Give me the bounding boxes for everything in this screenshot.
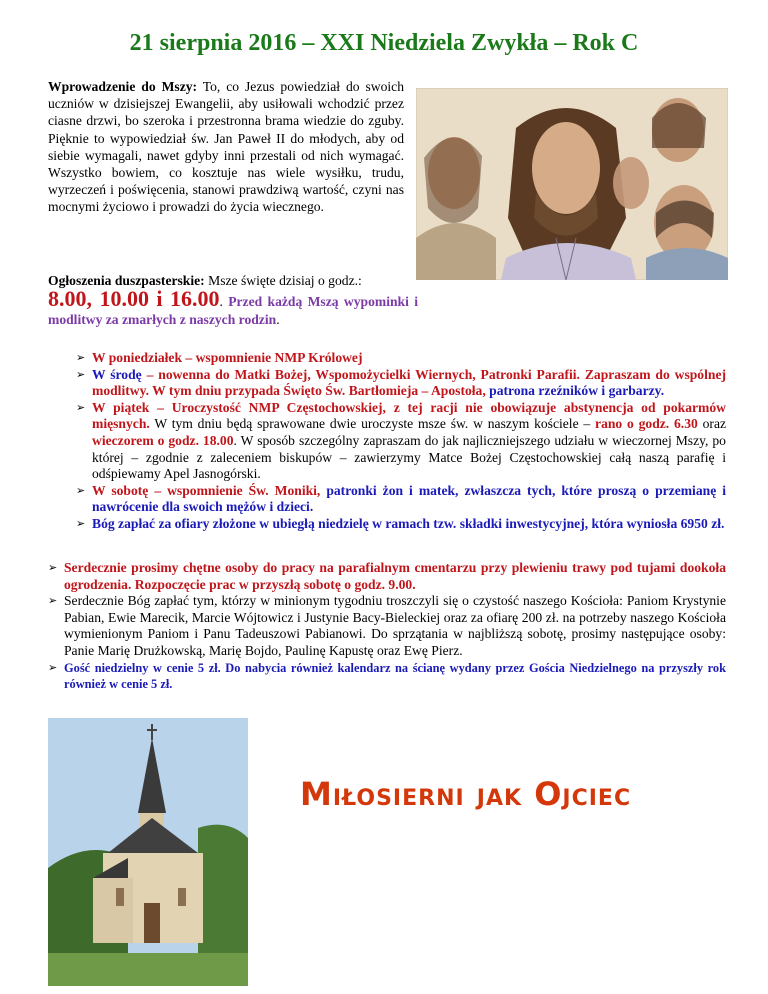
announcement-text: Bóg zapłać za ofiary złożone w ubiegłą niedzielę w ramach tzw. składki inwestycyjnej, która wyniosła 6950 zł. bbox=[92, 515, 725, 531]
announcement-item bbox=[48, 660, 726, 693]
arrow-bullet-icon: ➢ bbox=[76, 516, 86, 530]
announcement-text: Zapraszam do wspólnej modlitwy. W tym dniu przypada Święto Św. Bartłomieja – Apostoła, bbox=[92, 366, 726, 399]
announcements-label: Ogłoszenia duszpasterskie: bbox=[48, 273, 205, 288]
announcement-item bbox=[76, 483, 726, 516]
announcement-text: Serdecznie Bóg zapłać tym, którzy w minionym tygodniu troszczyli się o czystość naszego Kościoła: Paniom Krystynie Pabian, Ewie Marecik, Marcie Wójtowicz i Justynie Bacy-Bieleckiej oraz za ofiarę 200 zł. na potrzeby naszego Kościoła wymienionym Paniom i Panu Tadeuszowi Pabianowi. Do sprzątania w najbliższą sobotę, prosimy następujące osoby: Panie Marię Drużkowską, Marię Bojdo, Paulinę Kapustę oraz Ewę Pierz. bbox=[64, 593, 726, 658]
intro-section bbox=[48, 78, 728, 284]
announcement-item bbox=[48, 593, 726, 659]
announcements-lead: Msze święte dzisiaj o godz.: bbox=[208, 273, 362, 288]
announcement-text: . W sposób szczególny zapraszam do jak najliczniejszego udziału w wieczornej Mszy, po której – zgodnie z zaleceniem biskupów – zawierzymy Matce Bożej Częstochowskiej całą naszą parafię i odśpiewamy Apel Jasnogórski. bbox=[92, 432, 726, 482]
mass-note: Przed każdą Mszą wypominki i modlitwy za zmarłych z naszych rodzin bbox=[48, 294, 418, 327]
announcement-text: patrona rzeźników i garbarzy. bbox=[489, 383, 665, 399]
church-photo bbox=[48, 718, 248, 986]
intro-label: Wprowadzenie do Mszy: bbox=[48, 79, 198, 94]
announcement-text: wieczorem o godz. 18.00 bbox=[92, 432, 234, 448]
announcement-item bbox=[76, 350, 726, 367]
announcement-text: W środę bbox=[92, 366, 142, 382]
intro-text: To, co Jezus powiedział do swoich uczniów w dzisiejszej Ewangelii, aby usiłowali wchodzić przez ciasne drzwi, bo szeroka i przestronna brama wiedzie do zguby. Pięknie to wypowiedział św. Jan Paweł II do młodych, aby od siebie wymagali, nawet gdyby inni przestali od nich wymagać. Wszystko bowiem, co kosztuje nas wiele wysiłku, trudu, wyrzeczeń i poświęcenia, stanowi prawdziwą wartość, czyni nas mocnymi życiowo i prowadzi do życia wiecznego. bbox=[48, 79, 405, 215]
jesus-disciples-illustration bbox=[416, 88, 728, 280]
mass-times: 8.00, 10.00 i 16.00 bbox=[48, 286, 220, 311]
arrow-bullet-icon: ➢ bbox=[48, 594, 58, 608]
announcement-item bbox=[76, 367, 726, 400]
arrow-bullet-icon: ➢ bbox=[48, 660, 58, 674]
inner-announcement-list bbox=[76, 350, 726, 533]
announcement-text: Gość niedzielny w cenie 5 zł. Do nabycia również kalendarz na ścianę wydany przez Gościa Niedzielnego na przyszły rok również w cenie 5 zł. bbox=[64, 660, 726, 692]
arrow-bullet-icon: ➢ bbox=[76, 351, 86, 364]
arrow-bullet-icon: ➢ bbox=[76, 367, 86, 381]
announcement-text: W sobotę – wspomnienie Św. Moniki, bbox=[92, 482, 327, 498]
outer-announcement-list bbox=[48, 560, 726, 693]
announcement-text: W piątek – Uroczystość NMP Częstochowskiej, z tej racji nie obowiązuje abstynencja od pokarmów mięsnych. bbox=[92, 399, 726, 432]
announcement-text: W tym dniu będą sprawowane dwie uroczyste msze św. w naszym kościele – bbox=[149, 416, 596, 432]
announcement-text: – nowenna do Matki Bożej, Wspomożycielki Wiernych, Patronki Parafii. bbox=[141, 366, 585, 382]
page-title: 21 sierpnia 2016 – XXI Niedziela Zwykła – Rok C bbox=[129, 30, 639, 56]
announcement-item bbox=[76, 516, 726, 533]
announcement-text: Serdecznie prosimy chętne osoby do pracy na parafialnym cmentarzu przy plewieniu trawy pod tujami dookoła ogrodzenia. Rozpoczęcie prac w przyszłą sobotę o godz. 9.00. bbox=[64, 560, 726, 592]
announcements-intro: Ogłoszenia duszpasterskie: Msze święte dzisiaj o godz.: 8.00, 10.00 i 16.00. Przed każdą Mszą wypominki i modlitwy za zmarłych z naszych rodzin. bbox=[48, 273, 418, 327]
announcement-text: oraz bbox=[697, 416, 727, 432]
arrow-bullet-icon: ➢ bbox=[76, 400, 86, 414]
announcement-text: W poniedziałek – wspomnienie NMP Królowej bbox=[92, 350, 363, 365]
slogan: Miłosierni jak Ojciec bbox=[300, 775, 632, 813]
announcement-text: patronki żon i matek, zwłaszcza tych, które proszą o przemianę i nawrócenie dla swoich mężów i dzieci. bbox=[92, 482, 726, 515]
announcement-text: rano o godz. 6.30 bbox=[595, 416, 698, 432]
arrow-bullet-icon: ➢ bbox=[76, 483, 86, 497]
announcement-item bbox=[48, 560, 726, 593]
arrow-bullet-icon: ➢ bbox=[48, 561, 58, 574]
announcement-item bbox=[76, 400, 726, 483]
